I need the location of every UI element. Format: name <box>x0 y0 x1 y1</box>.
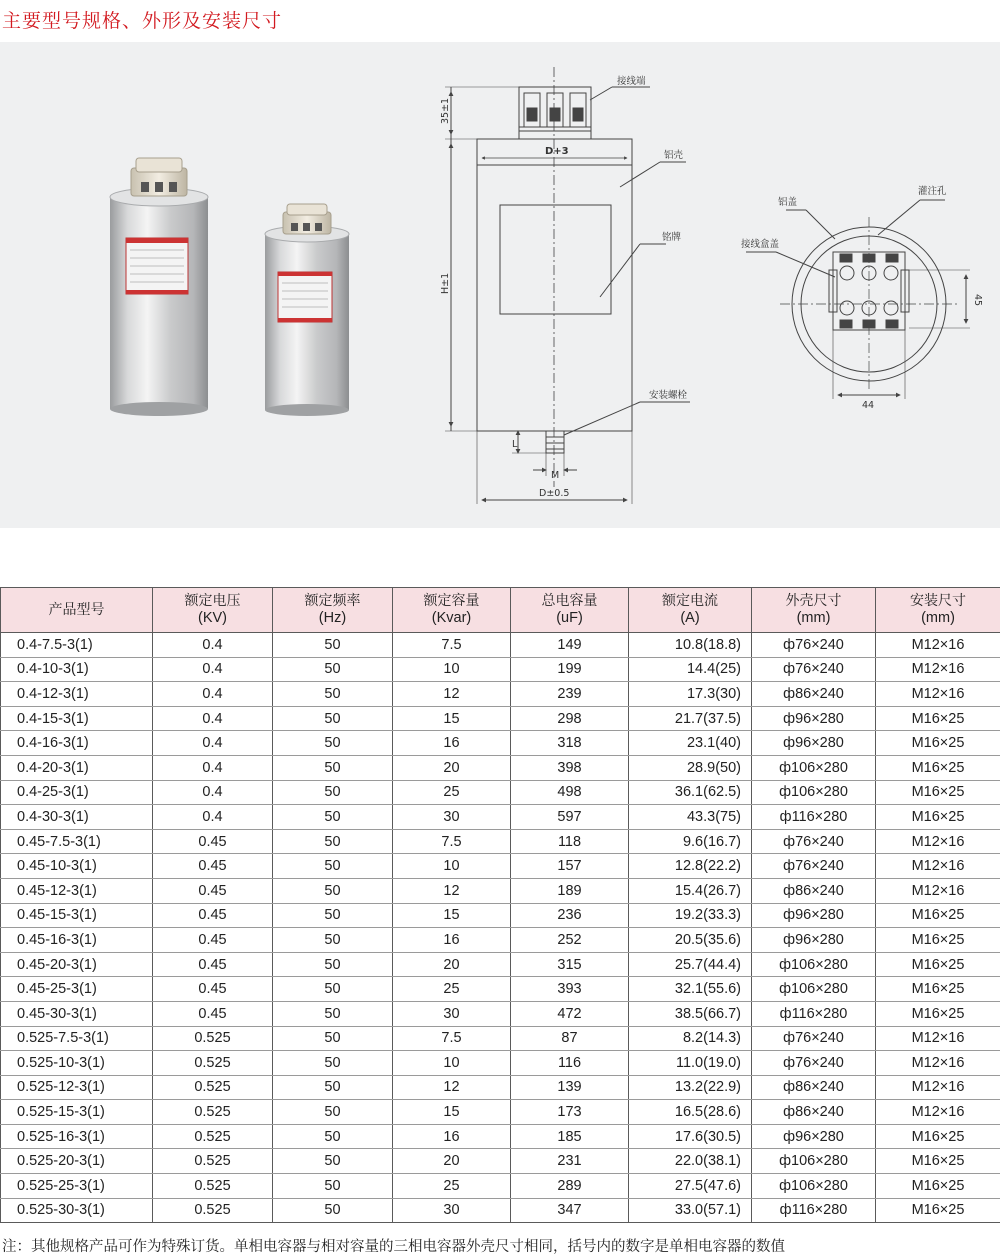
table-header-row <box>1 588 1000 633</box>
table-row <box>1 805 1000 830</box>
table-cell-current: 43.3(75) <box>629 805 752 830</box>
table-cell-shell-size: ф76×240 <box>752 829 876 854</box>
table-row <box>1 952 1000 977</box>
table-cell-frequency: 50 <box>273 878 393 903</box>
table-cell-frequency: 50 <box>273 755 393 780</box>
table-cell-frequency: 50 <box>273 706 393 731</box>
table-row <box>1 1174 1000 1199</box>
table-cell-capacity: 25 <box>393 780 511 805</box>
table-cell-capacitance: 498 <box>511 780 629 805</box>
table-cell-model: 0.525-20-3(1) <box>1 1149 153 1174</box>
table-cell-capacity: 30 <box>393 1198 511 1223</box>
table-cell-shell-size: ф96×280 <box>752 706 876 731</box>
table-cell-frequency: 50 <box>273 731 393 756</box>
table-cell-current: 17.3(30) <box>629 682 752 707</box>
table-row <box>1 854 1000 879</box>
table-cell-frequency: 50 <box>273 903 393 928</box>
fill-hole-label: 灌注孔 <box>918 186 947 197</box>
table-cell-shell-size: ф96×280 <box>752 903 876 928</box>
table-row <box>1 1124 1000 1149</box>
table-cell-capacity: 15 <box>393 903 511 928</box>
table-cell-capacity: 7.5 <box>393 633 511 658</box>
table-row <box>1 1149 1000 1174</box>
table-cell-mounting-size: M16×25 <box>876 755 1000 780</box>
table-cell-shell-size: ф106×280 <box>752 780 876 805</box>
table-cell-capacity: 10 <box>393 854 511 879</box>
table-cell-capacity: 16 <box>393 928 511 953</box>
table-cell-voltage: 0.4 <box>153 731 273 756</box>
table-cell-current: 12.8(22.2) <box>629 854 752 879</box>
column-header-voltage <box>153 588 273 633</box>
table-cell-frequency: 50 <box>273 657 393 682</box>
table-cell-voltage: 0.525 <box>153 1051 273 1076</box>
table-cell-voltage: 0.4 <box>153 755 273 780</box>
bolt-label: 安装螺栓 <box>649 390 688 401</box>
table-cell-mounting-size: M16×25 <box>876 903 1000 928</box>
table-cell-model: 0.45-15-3(1) <box>1 903 153 928</box>
column-header-shell-size <box>752 588 876 633</box>
table-cell-capacity: 15 <box>393 706 511 731</box>
table-cell-frequency: 50 <box>273 1026 393 1051</box>
table-cell-voltage: 0.45 <box>153 829 273 854</box>
table-row <box>1 706 1000 731</box>
table-cell-shell-size: ф96×280 <box>752 731 876 756</box>
footnote: 注：其他规格产品可作为特殊订货。单相电容器与相对容量的三相电容器外壳尺寸相同，括号内的数字是单相电容器的数值 <box>2 1239 785 1255</box>
table-row <box>1 1100 1000 1125</box>
table-cell-capacitance: 298 <box>511 706 629 731</box>
table-cell-frequency: 50 <box>273 1124 393 1149</box>
table-cell-current: 27.5(47.6) <box>629 1174 752 1199</box>
table-cell-mounting-size: M12×16 <box>876 854 1000 879</box>
terminal-label: 接线端 <box>617 76 646 87</box>
table-row <box>1 928 1000 953</box>
cover-label: 铝盖 <box>778 197 798 208</box>
table-cell-current: 23.1(40) <box>629 731 752 756</box>
front-view-drawing <box>445 67 690 504</box>
table-cell-capacity: 15 <box>393 1100 511 1125</box>
column-header-label: 产品型号 <box>48 601 105 618</box>
table-cell-mounting-size: M12×16 <box>876 1026 1000 1051</box>
table-cell-capacity: 12 <box>393 878 511 903</box>
table-row <box>1 1001 1000 1026</box>
table-cell-capacity: 25 <box>393 977 511 1002</box>
table-cell-model: 0.45-10-3(1) <box>1 854 153 879</box>
table-cell-capacity: 30 <box>393 805 511 830</box>
column-header-capacity <box>393 588 511 633</box>
table-cell-voltage: 0.4 <box>153 633 273 658</box>
table-cell-capacitance: 118 <box>511 829 629 854</box>
column-header-model <box>1 588 153 633</box>
table-cell-capacitance: 173 <box>511 1100 629 1125</box>
top-view-labels <box>741 185 983 411</box>
table-cell-model: 0.45-25-3(1) <box>1 977 153 1002</box>
table-cell-voltage: 0.4 <box>153 682 273 707</box>
table-cell-model: 0.525-16-3(1) <box>1 1124 153 1149</box>
table-cell-frequency: 50 <box>273 1001 393 1026</box>
table-cell-voltage: 0.525 <box>153 1198 273 1223</box>
table-cell-capacitance: 189 <box>511 878 629 903</box>
table-cell-capacitance: 157 <box>511 854 629 879</box>
table-cell-shell-size: ф106×280 <box>752 1149 876 1174</box>
table-cell-shell-size: ф86×240 <box>752 1100 876 1125</box>
column-header-label: 额定电流 <box>662 593 718 609</box>
table-cell-capacitance: 252 <box>511 928 629 953</box>
table-cell-model: 0.525-25-3(1) <box>1 1174 153 1199</box>
table-cell-frequency: 50 <box>273 1198 393 1223</box>
table-cell-shell-size: ф116×280 <box>752 1198 876 1223</box>
table-cell-shell-size: ф96×280 <box>752 1124 876 1149</box>
vertical-dim: 45 <box>972 294 983 307</box>
capacitor-photo-small <box>265 204 349 416</box>
table-cell-model: 0.45-30-3(1) <box>1 1001 153 1026</box>
table-row <box>1 829 1000 854</box>
table-cell-frequency: 50 <box>273 1100 393 1125</box>
table-cell-mounting-size: M12×16 <box>876 633 1000 658</box>
table-cell-current: 19.2(33.3) <box>629 903 752 928</box>
table-cell-capacitance: 239 <box>511 682 629 707</box>
table-cell-frequency: 50 <box>273 854 393 879</box>
table-row <box>1 1026 1000 1051</box>
table-cell-capacity: 12 <box>393 1075 511 1100</box>
table-cell-capacity: 10 <box>393 1051 511 1076</box>
product-drawing <box>0 42 1000 528</box>
table-cell-voltage: 0.4 <box>153 805 273 830</box>
table-cell-mounting-size: M16×25 <box>876 780 1000 805</box>
table-body <box>1 633 1000 1223</box>
table-cell-shell-size: ф76×240 <box>752 1026 876 1051</box>
table-cell-current: 11.0(19.0) <box>629 1051 752 1076</box>
column-header-label: 额定频率 <box>304 593 361 609</box>
column-header-unit: (mm) <box>796 610 831 626</box>
table-cell-capacitance: 393 <box>511 977 629 1002</box>
table-cell-current: 16.5(28.6) <box>629 1100 752 1125</box>
column-header-unit: (Kvar) <box>431 610 472 626</box>
table-cell-current: 8.2(14.3) <box>629 1026 752 1051</box>
table-cell-current: 9.6(16.7) <box>629 829 752 854</box>
column-header-unit: (mm) <box>921 610 955 626</box>
table-cell-shell-size: ф76×240 <box>752 854 876 879</box>
table-cell-model: 0.4-16-3(1) <box>1 731 153 756</box>
table-cell-model: 0.4-7.5-3(1) <box>1 633 153 658</box>
table-row <box>1 682 1000 707</box>
table-cell-shell-size: ф96×280 <box>752 928 876 953</box>
diameter-dim: D±0.5 <box>539 488 570 499</box>
table-cell-model: 0.4-10-3(1) <box>1 657 153 682</box>
table-cell-frequency: 50 <box>273 928 393 953</box>
table-cell-capacity: 10 <box>393 657 511 682</box>
table-cell-current: 17.6(30.5) <box>629 1124 752 1149</box>
table-row <box>1 780 1000 805</box>
table-cell-mounting-size: M16×25 <box>876 1124 1000 1149</box>
table-row <box>1 1198 1000 1223</box>
table-row <box>1 633 1000 658</box>
table-cell-voltage: 0.525 <box>153 1174 273 1199</box>
table-cell-capacitance: 398 <box>511 755 629 780</box>
table-row <box>1 731 1000 756</box>
table-cell-capacitance: 149 <box>511 633 629 658</box>
table-cell-model: 0.525-30-3(1) <box>1 1198 153 1223</box>
table-cell-capacity: 16 <box>393 731 511 756</box>
table-cell-frequency: 50 <box>273 780 393 805</box>
height-dim: H±1 <box>440 272 451 294</box>
column-header-unit: (uF) <box>556 610 583 626</box>
table-row <box>1 1051 1000 1076</box>
table-cell-mounting-size: M16×25 <box>876 1001 1000 1026</box>
table-cell-shell-size: ф86×240 <box>752 682 876 707</box>
table-cell-capacitance: 199 <box>511 657 629 682</box>
table-cell-voltage: 0.525 <box>153 1124 273 1149</box>
table-cell-mounting-size: M12×16 <box>876 1100 1000 1125</box>
table-cell-voltage: 0.45 <box>153 878 273 903</box>
table-cell-current: 22.0(38.1) <box>629 1149 752 1174</box>
table-cell-capacity: 12 <box>393 682 511 707</box>
spec-table <box>0 587 1000 1223</box>
column-header-unit: (KV) <box>198 610 227 626</box>
table-cell-voltage: 0.4 <box>153 780 273 805</box>
table-row <box>1 977 1000 1002</box>
table-cell-frequency: 50 <box>273 1075 393 1100</box>
table-cell-capacitance: 347 <box>511 1198 629 1223</box>
table-cell-model: 0.525-10-3(1) <box>1 1051 153 1076</box>
table-row <box>1 903 1000 928</box>
column-header-capacitance <box>511 588 629 633</box>
table-cell-shell-size: ф106×280 <box>752 977 876 1002</box>
table-cell-model: 0.525-7.5-3(1) <box>1 1026 153 1051</box>
table-cell-model: 0.525-12-3(1) <box>1 1075 153 1100</box>
table-cell-capacity: 20 <box>393 755 511 780</box>
table-cell-voltage: 0.525 <box>153 1100 273 1125</box>
table-cell-voltage: 0.45 <box>153 1001 273 1026</box>
table-cell-current: 13.2(22.9) <box>629 1075 752 1100</box>
column-header-label: 额定电压 <box>184 593 241 609</box>
table-cell-capacitance: 236 <box>511 903 629 928</box>
table-cell-capacity: 16 <box>393 1124 511 1149</box>
table-cell-mounting-size: M16×25 <box>876 1198 1000 1223</box>
table-cell-current: 20.5(35.6) <box>629 928 752 953</box>
table-cell-mounting-size: M12×16 <box>876 682 1000 707</box>
product-figure-panel <box>0 42 1000 528</box>
table-cell-voltage: 0.45 <box>153 854 273 879</box>
table-cell-frequency: 50 <box>273 805 393 830</box>
table-cell-model: 0.4-20-3(1) <box>1 755 153 780</box>
column-header-label: 安装尺寸 <box>910 593 966 609</box>
table-cell-model: 0.4-25-3(1) <box>1 780 153 805</box>
table-cell-shell-size: ф76×240 <box>752 657 876 682</box>
table-cell-capacitance: 289 <box>511 1174 629 1199</box>
top-view-drawing <box>746 200 970 399</box>
table-cell-model: 0.4-12-3(1) <box>1 682 153 707</box>
table-cell-mounting-size: M16×25 <box>876 1174 1000 1199</box>
table-cell-current: 38.5(66.7) <box>629 1001 752 1026</box>
table-cell-capacitance: 116 <box>511 1051 629 1076</box>
table-cell-current: 33.0(57.1) <box>629 1198 752 1223</box>
table-cell-shell-size: ф106×280 <box>752 1174 876 1199</box>
table-cell-current: 10.8(18.8) <box>629 633 752 658</box>
table-cell-voltage: 0.45 <box>153 952 273 977</box>
table-cell-frequency: 50 <box>273 1174 393 1199</box>
table-cell-voltage: 0.4 <box>153 657 273 682</box>
box-cover-label: 接线盒盖 <box>741 239 780 250</box>
table-cell-capacitance: 185 <box>511 1124 629 1149</box>
table-cell-shell-size: ф116×280 <box>752 805 876 830</box>
m-dim: M <box>551 470 560 481</box>
nameplate-label: 铭牌 <box>662 232 682 243</box>
column-header-mounting-size <box>876 588 1000 633</box>
column-header-unit: (Hz) <box>318 610 347 626</box>
table-cell-model: 0.45-7.5-3(1) <box>1 829 153 854</box>
table-cell-frequency: 50 <box>273 952 393 977</box>
table-cell-capacity: 7.5 <box>393 829 511 854</box>
table-cell-capacitance: 87 <box>511 1026 629 1051</box>
column-header-frequency <box>273 588 393 633</box>
table-cell-frequency: 50 <box>273 829 393 854</box>
table-cell-shell-size: ф86×240 <box>752 1075 876 1100</box>
table-cell-frequency: 50 <box>273 633 393 658</box>
table-cell-model: 0.45-16-3(1) <box>1 928 153 953</box>
table-cell-mounting-size: M16×25 <box>876 731 1000 756</box>
table-cell-current: 21.7(37.5) <box>629 706 752 731</box>
table-cell-model: 0.4-30-3(1) <box>1 805 153 830</box>
table-cell-mounting-size: M12×16 <box>876 878 1000 903</box>
table-row <box>1 657 1000 682</box>
table-cell-capacitance: 139 <box>511 1075 629 1100</box>
table-cell-shell-size: ф116×280 <box>752 1001 876 1026</box>
column-header-label: 外壳尺寸 <box>785 593 842 609</box>
table-cell-voltage: 0.45 <box>153 977 273 1002</box>
table-cell-shell-size: ф76×240 <box>752 1051 876 1076</box>
table-cell-capacitance: 318 <box>511 731 629 756</box>
table-cell-current: 32.1(55.6) <box>629 977 752 1002</box>
table-cell-voltage: 0.525 <box>153 1149 273 1174</box>
table-cell-voltage: 0.45 <box>153 928 273 953</box>
table-cell-mounting-size: M12×16 <box>876 1075 1000 1100</box>
table-cell-current: 25.7(44.4) <box>629 952 752 977</box>
table-cell-capacity: 30 <box>393 1001 511 1026</box>
table-cell-capacitance: 315 <box>511 952 629 977</box>
diameter-inner-dim: D+3 <box>545 146 569 157</box>
shell-label: 铝壳 <box>664 150 684 161</box>
table-cell-model: 0.45-20-3(1) <box>1 952 153 977</box>
table-cell-mounting-size: M16×25 <box>876 977 1000 1002</box>
table-cell-capacity: 20 <box>393 952 511 977</box>
column-header-label: 额定容量 <box>423 593 480 609</box>
table-cell-capacitance: 597 <box>511 805 629 830</box>
table-cell-frequency: 50 <box>273 1051 393 1076</box>
table-cell-shell-size: ф76×240 <box>752 633 876 658</box>
capacitor-photo-large <box>110 158 208 416</box>
page-title: 主要型号规格、外形及安装尺寸 <box>2 10 283 32</box>
table-cell-voltage: 0.45 <box>153 903 273 928</box>
table-cell-current: 28.9(50) <box>629 755 752 780</box>
table-cell-mounting-size: M16×25 <box>876 952 1000 977</box>
table-cell-voltage: 0.525 <box>153 1026 273 1051</box>
table-cell-voltage: 0.525 <box>153 1075 273 1100</box>
column-header-current <box>629 588 752 633</box>
table-cell-mounting-size: M16×25 <box>876 1149 1000 1174</box>
column-header-unit: (A) <box>680 610 700 626</box>
table-cell-mounting-size: M12×16 <box>876 657 1000 682</box>
table-row <box>1 1075 1000 1100</box>
table-cell-capacity: 25 <box>393 1174 511 1199</box>
table-row <box>1 755 1000 780</box>
table-cell-shell-size: ф106×280 <box>752 952 876 977</box>
table-cell-frequency: 50 <box>273 977 393 1002</box>
l-dim: L <box>512 439 518 450</box>
table-cell-capacity: 20 <box>393 1149 511 1174</box>
table-cell-model: 0.525-15-3(1) <box>1 1100 153 1125</box>
table-cell-voltage: 0.4 <box>153 706 273 731</box>
table-cell-model: 0.4-15-3(1) <box>1 706 153 731</box>
table-cell-shell-size: ф86×240 <box>752 878 876 903</box>
horizontal-dim: 44 <box>862 400 875 411</box>
table-cell-current: 36.1(62.5) <box>629 780 752 805</box>
table-cell-capacitance: 472 <box>511 1001 629 1026</box>
table-cell-frequency: 50 <box>273 682 393 707</box>
column-header-label: 总电容量 <box>541 593 598 609</box>
table-cell-mounting-size: M16×25 <box>876 706 1000 731</box>
table-cell-current: 14.4(25) <box>629 657 752 682</box>
table-cell-mounting-size: M16×25 <box>876 928 1000 953</box>
table-cell-mounting-size: M12×16 <box>876 829 1000 854</box>
table-row <box>1 878 1000 903</box>
table-cell-frequency: 50 <box>273 1149 393 1174</box>
table-cell-capacitance: 231 <box>511 1149 629 1174</box>
table-cell-mounting-size: M16×25 <box>876 805 1000 830</box>
table-cell-model: 0.45-12-3(1) <box>1 878 153 903</box>
top-height-dim: 35±1 <box>440 97 451 124</box>
table-cell-shell-size: ф106×280 <box>752 755 876 780</box>
table-cell-capacity: 7.5 <box>393 1026 511 1051</box>
table-cell-current: 15.4(26.7) <box>629 878 752 903</box>
table-cell-mounting-size: M12×16 <box>876 1051 1000 1076</box>
